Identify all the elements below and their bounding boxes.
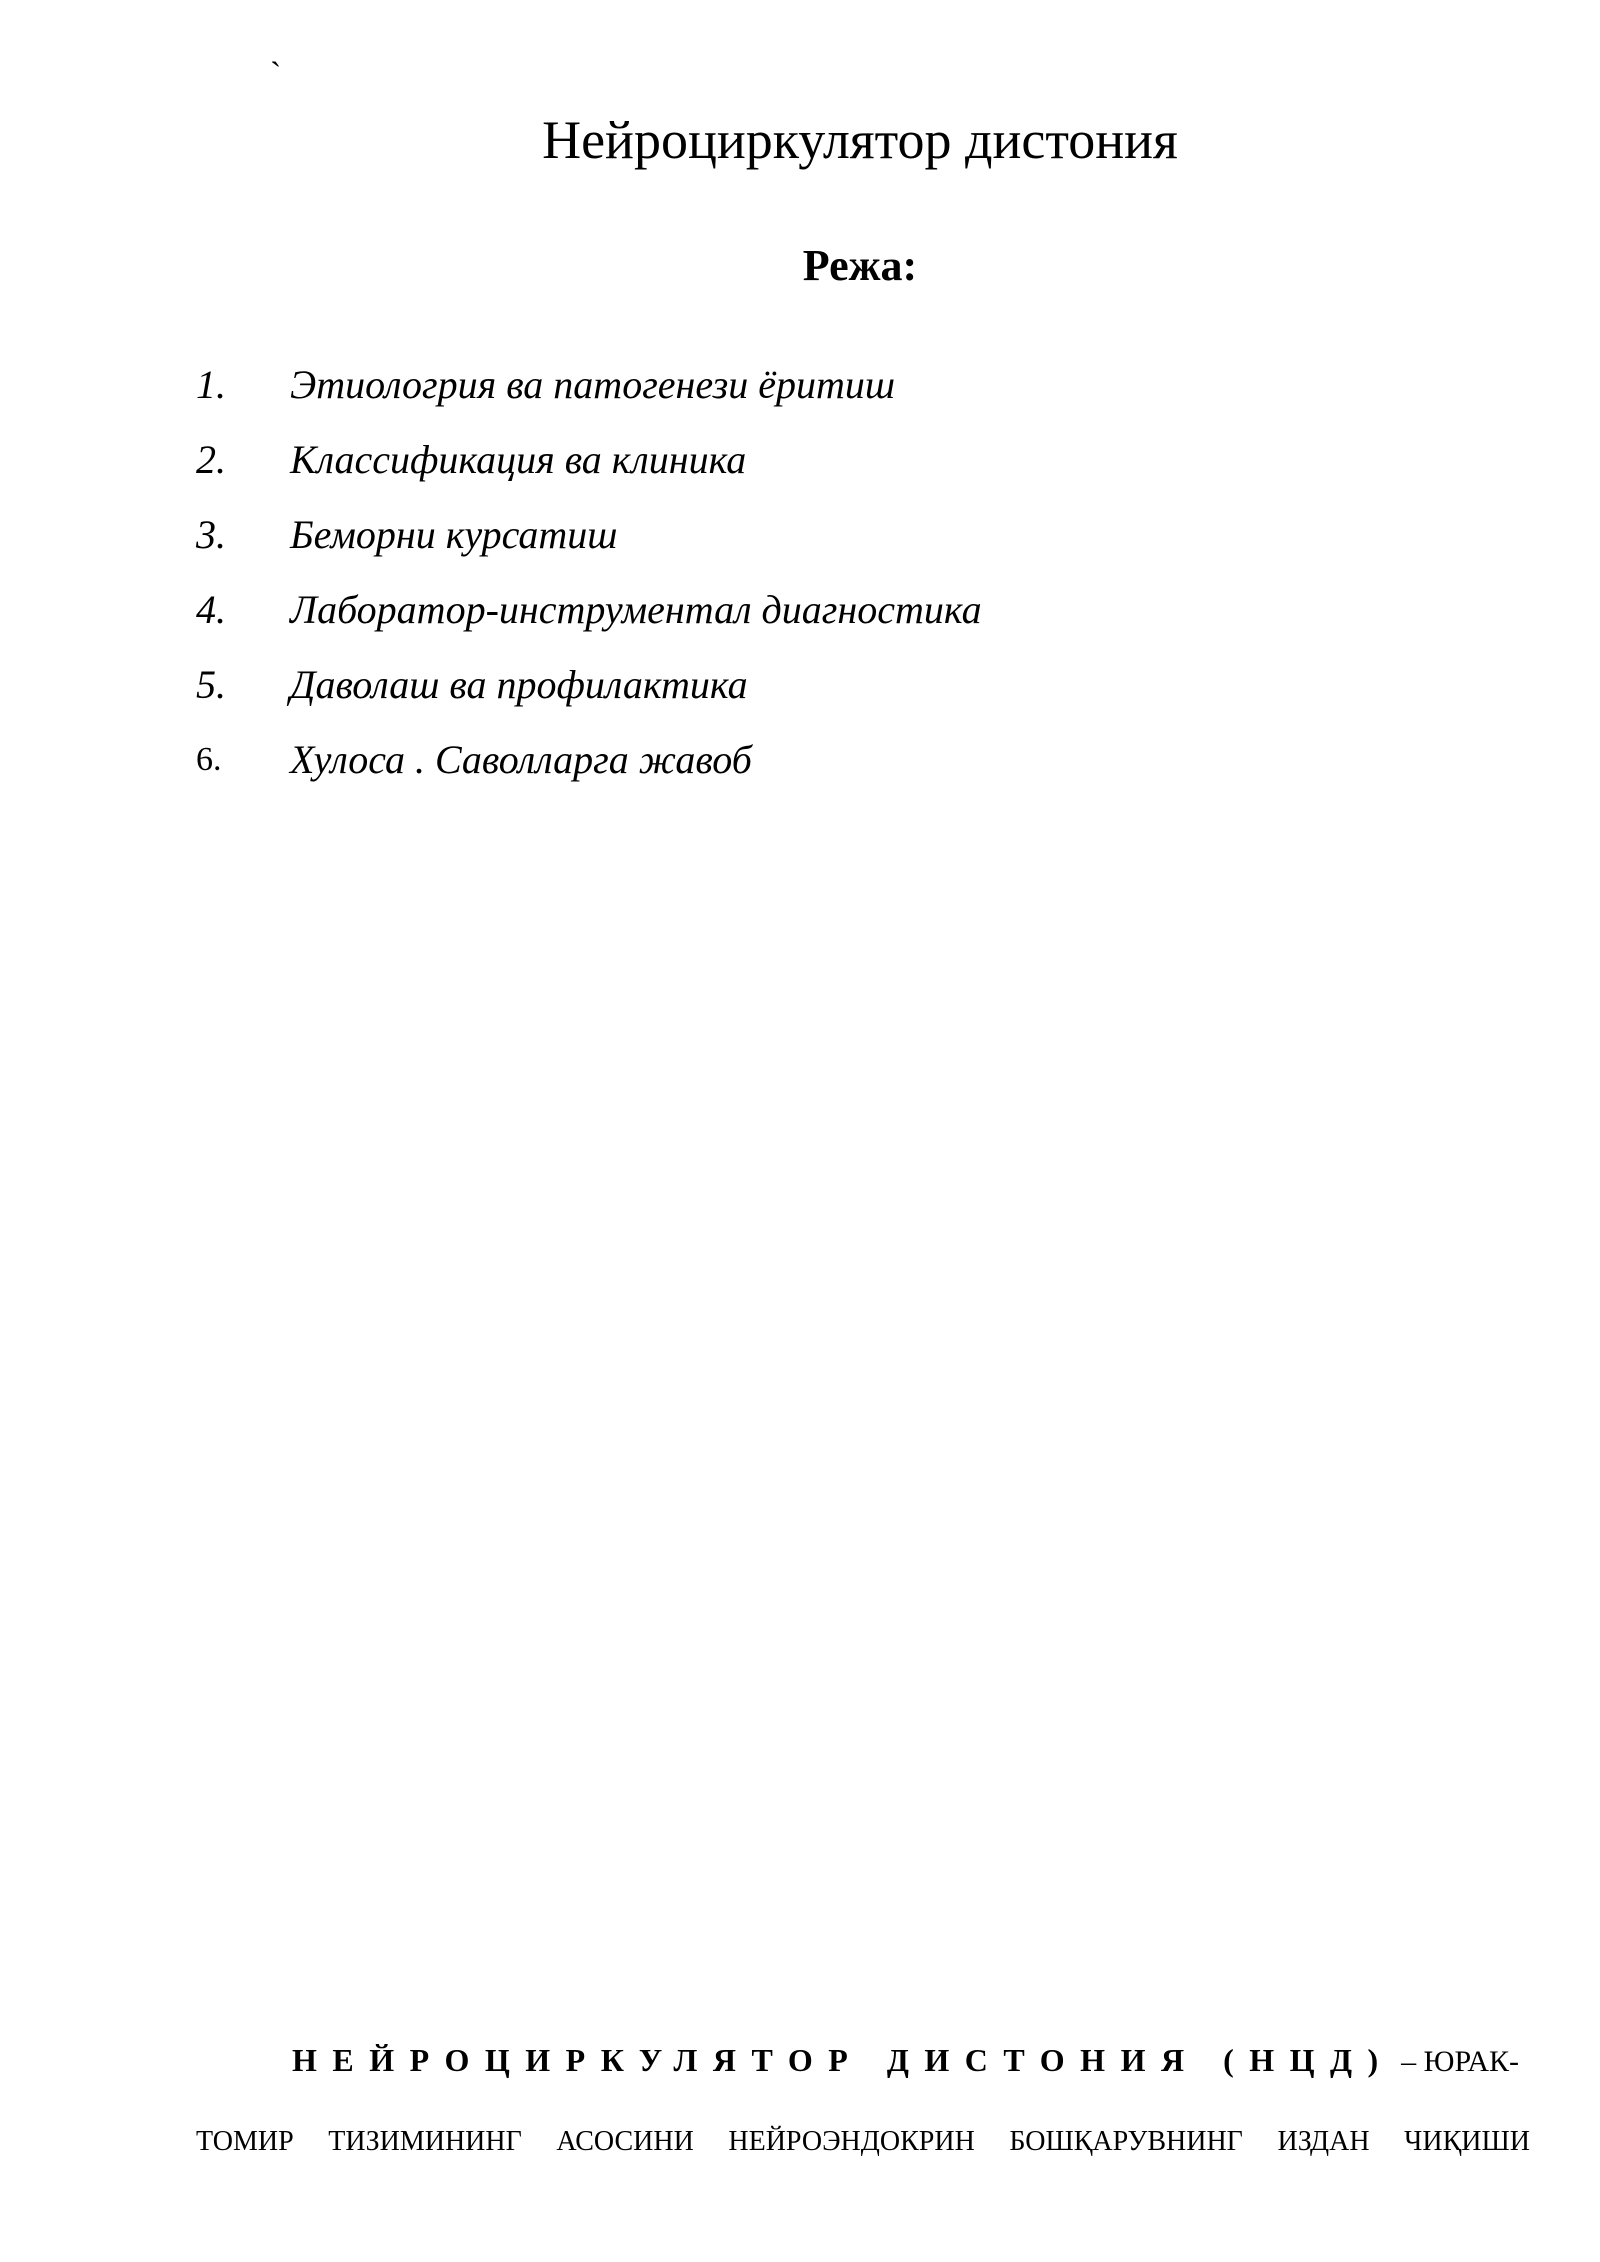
body-line-1 [196,2040,1530,2080]
plan-item-number: 2. [196,437,226,482]
plan-item-number: 3. [196,512,226,557]
document-title: Нейроциркулятор дистония [542,110,1178,170]
plan-item-number: 5. [196,662,226,707]
plan-item-3 [0,505,1600,580]
body-word: ТОМИР [196,2126,294,2157]
body-line-2 [196,2122,1530,2162]
body-paragraph [196,2040,1530,2162]
plan-item-2 [0,430,1600,505]
body-word: ТИЗИМИНИНГ [328,2126,522,2157]
plan-item-number: 4. [196,587,226,632]
plan-item-text: Хулоса . Саволларга жавоб [290,737,752,782]
plan-heading: Режа: [802,241,918,290]
plan-item-number: 1. [196,362,226,407]
plan-item-text: Лаборатор-инструментал диагностика [290,587,982,632]
body-word: НЕЙРОЭНДОКРИН [728,2126,975,2157]
body-word: ЧИҚИШИ [1404,2126,1530,2157]
plan-item-number: 6. [196,741,222,778]
plan-item-text: Даволаш ва профилактика [290,662,748,707]
body-word: АСОСИНИ [556,2126,694,2157]
plan-item-text: Этиологрия ва патогенези ёритиш [290,362,896,407]
body-line-1-rest: – ЮРАК- [1393,2045,1520,2078]
plan-list [0,355,1600,805]
definition-term: НЕЙРОЦИРКУЛЯТОР ДИСТОНИЯ (НЦД) [292,2042,1394,2078]
body-word: ИЗДАН [1277,2126,1370,2157]
plan-item-text: Беморни курсатиш [290,512,618,557]
plan-item-6 [0,730,1600,805]
plan-item-4 [0,580,1600,655]
plan-item-1 [0,355,1600,430]
body-word: БОШҚАРУВНИНГ [1009,2126,1243,2157]
stray-mark: ` [270,56,282,93]
plan-item-5 [0,655,1600,730]
plan-item-text: Классификация ва клиника [290,437,747,482]
